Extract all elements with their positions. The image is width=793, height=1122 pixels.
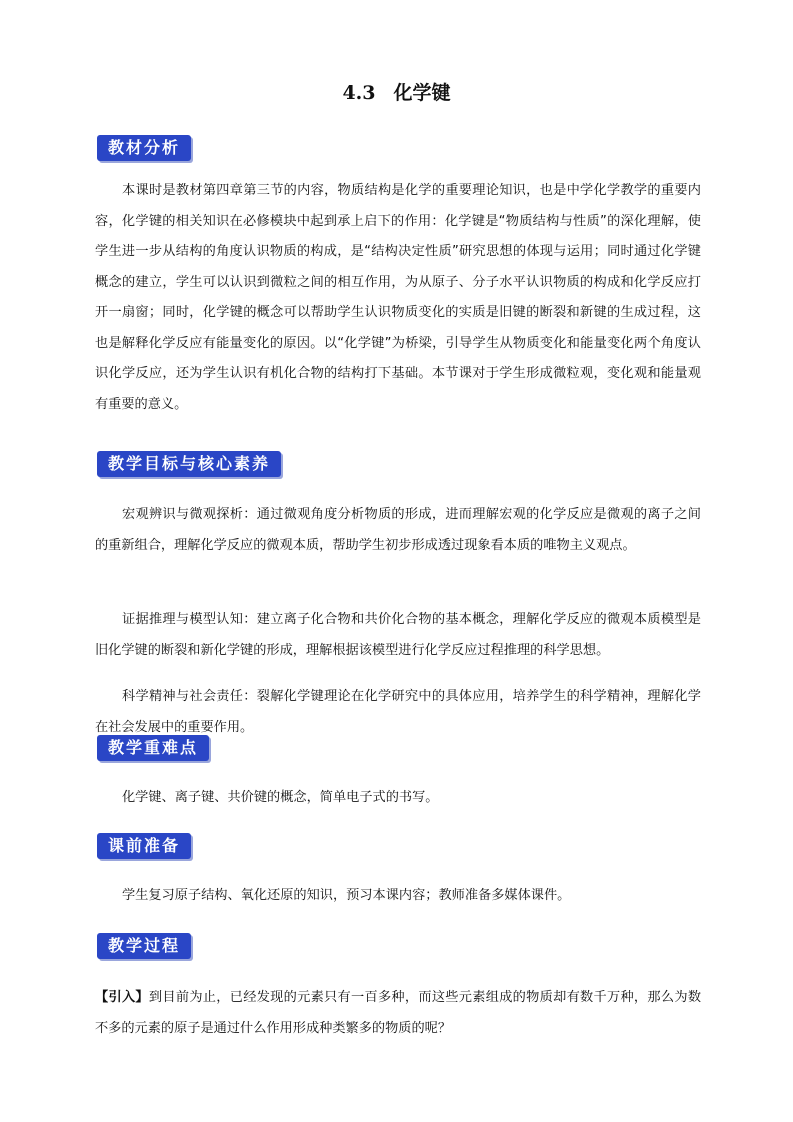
section-heading-preparation: 课前准备 bbox=[97, 833, 191, 859]
preparation-paragraph: 学生复习原子结构、氧化还原的知识，预习本课内容；教师准备多媒体课件。 bbox=[122, 888, 571, 903]
section-heading-analysis: 教材分析 bbox=[97, 135, 191, 161]
objective-item-1: 宏观辨识与微观探析：通过微观角度分析物质的形成，进而理解宏观的化学反应是微观的离子之间的重新组合，理解化学反应的微观本质，帮助学生初步形成透过现象看本质的唯物主义观点。 bbox=[95, 507, 701, 553]
process-intro-paragraph bbox=[95, 983, 701, 1044]
section-heading-objectives: 教学目标与核心素养 bbox=[97, 451, 281, 477]
intro-text: 到目前为止，已经发现的元素只有一百多种，而这些元素组成的物质却有数千万种，那么为数不多的元素的原子是通过什么作用形成种类繁多的物质的呢？ bbox=[95, 990, 702, 1036]
section-heading-keypoints: 教学重难点 bbox=[97, 735, 209, 761]
page-title bbox=[0, 78, 793, 105]
section-heading-process: 教学过程 bbox=[97, 933, 191, 959]
objective-item-2: 证据推理与模型认知：建立离子化合物和共价化合物的基本概念，理解化学反应的微观本质模型是旧化学键的断裂和新化学键的形成，理解根据该模型进行化学反应过程推理的科学思想。 bbox=[95, 612, 701, 658]
objective-item-3: 科学精神与社会责任：裂解化学键理论在化学研究中的具体应用，培养学生的科学精神，理解化学在社会发展中的重要作用。 bbox=[95, 689, 701, 735]
keypoints-paragraph: 化学键、离子键、共价键的概念，简单电子式的书写。 bbox=[122, 790, 439, 805]
intro-label: 【引入】 bbox=[95, 990, 149, 1005]
title-number: 4.3 bbox=[342, 82, 376, 104]
title-text: 化学键 bbox=[393, 82, 451, 104]
analysis-paragraph: 本课时是教材第四章第三节的内容，物质结构是化学的重要理论知识，也是中学化学教学的重要内容，化学键的相关知识在必修模块中起到承上启下的作用：化学键是“物质结构与性质”的深化理解，使学生进一步从结构的角度认识物质的构成，是“结构决定性质”研究思想的体现与运用；同时通过化学键概念的建立，学生可以认识到微粒之间的相互作用，为从原子、分子水平认识物质的构成和化学反应打开一扇窗；同时，化学键的概念可以帮助学生认识物质变化的实质是旧键的断裂和新键的生成过程，这也是解释化学反应有能量变化的原因。以“化学键”为桥梁，引导学生从物质变化和能量变化两个角度认识化学反应，还为学生认识有机化合物的结构打下基础。本节课对于学生形成微粒观，变化观和能量观有重要的意义。 bbox=[95, 183, 701, 412]
